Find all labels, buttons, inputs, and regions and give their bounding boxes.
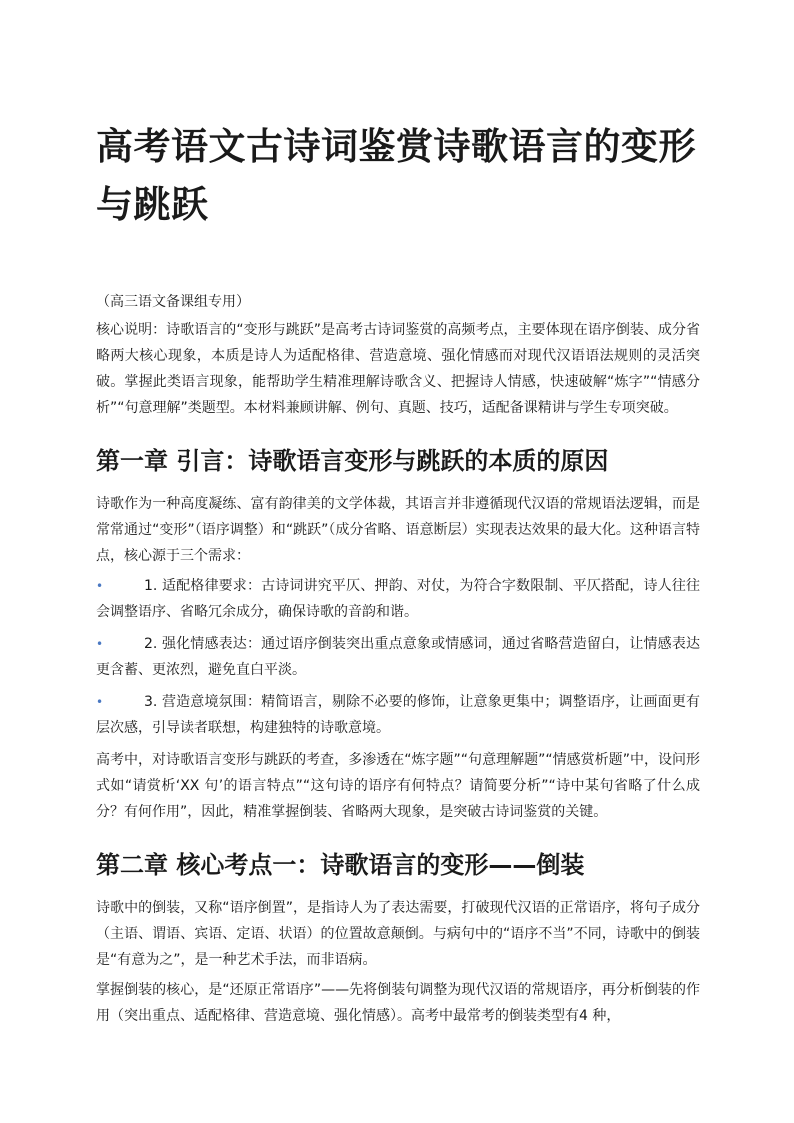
intro-paragraph: 核心说明：诗歌语言的“变形与跳跃”是高考古诗词鉴赏的高频考点，主要体现在语序倒装、成分省略两大核心现象，本质是诗人为适配格律、营造意境、强化情感而对现代汉语语法规则的灵活突破。掌握此类语言现象，能帮助学生精准理解诗歌含义、把握诗人情感，快速破解“炼字”“情感分析”“句意理解”类题型。本材料兼顾讲解、例句、真题、技巧，适配备课精讲与学生专项突破。 — [96, 322, 700, 416]
bullet-item — [96, 573, 700, 625]
document-title: 高考语文古诗词鉴赏诗歌语言的变形与跳跃 — [96, 125, 696, 226]
document-subtitle: （高三语文备课组专用） — [96, 294, 250, 310]
document-page — [96, 118, 700, 1033]
chapter-2-paragraph-1: 诗歌中的倒装，又称“语序倒置”，是指诗人为了表达需要，打破现代汉语的正常语序，将句子成分（主语、谓语、宾语、定语、状语）的位置故意颠倒。与病句中的“语序不当”不同，诗歌中的倒装是“有意为之”，是一种艺术手法，而非语病。 — [96, 900, 700, 968]
bullet-text: 1. 适配格律要求：古诗词讲究平仄、押韵、对仗，为符合字数限制、平仄搭配，诗人往往会调整语序、省略冗余成分，确保诗歌的音韵和谐。 — [96, 578, 700, 620]
bullet-dot-icon: • — [96, 695, 104, 709]
bullet-text: 2. 强化情感表达：通过语序倒装突出重点意象或情感词，通过省略营造留白，让情感表达更含蓄、更浓烈，避免直白平淡。 — [96, 636, 700, 678]
bullet-text: 3. 营造意境氛围：精简语言，剔除不必要的修饰，让意象更集中；调整语序，让画面更有层次感，引导读者联想，构建独特的诗歌意境。 — [96, 694, 700, 736]
chapter-1-heading: 第一章 引言：诗歌语言变形与跳跃的本质的原因 — [96, 447, 609, 475]
bullet-item — [96, 689, 700, 741]
bullet-item — [96, 631, 700, 683]
bullet-dot-icon: • — [96, 579, 104, 593]
chapter-2-heading: 第二章 核心考点一：诗歌语言的变形——倒装 — [96, 851, 585, 879]
chapter-1-paragraph-2: 高考中，对诗歌语言变形与跳跃的考查，多渗透在“炼字题”“句意理解题”“情感赏析题”中，设问形式如“请赏析‘XX 句’的语言特点”“这句诗的语序有何特点？请简要分析”“诗中某句省略了什么成分？有何作用”，因此，精准掌握倒装、省略两大现象，是突破古诗词鉴赏的关键。 — [96, 752, 700, 820]
chapter-2-paragraph-2: 掌握倒装的核心，是“还原正常语序”——先将倒装句调整为现代汉语的常规语序，再分析倒装的作用（突出重点、适配格律、营造意境、强化情感）。高考中最常考的倒装类型有4 种， — [96, 982, 700, 1024]
bullet-dot-icon: • — [96, 637, 104, 651]
chapter-1-paragraph-1: 诗歌作为一种高度凝练、富有韵律美的文学体裁，其语言并非遵循现代汉语的常规语法逻辑，而是常常通过“变形”（语序调整）和“跳跃”（成分省略、语意断层）实现表达效果的最大化。这种语言特点，核心源于三个需求： — [96, 496, 700, 564]
